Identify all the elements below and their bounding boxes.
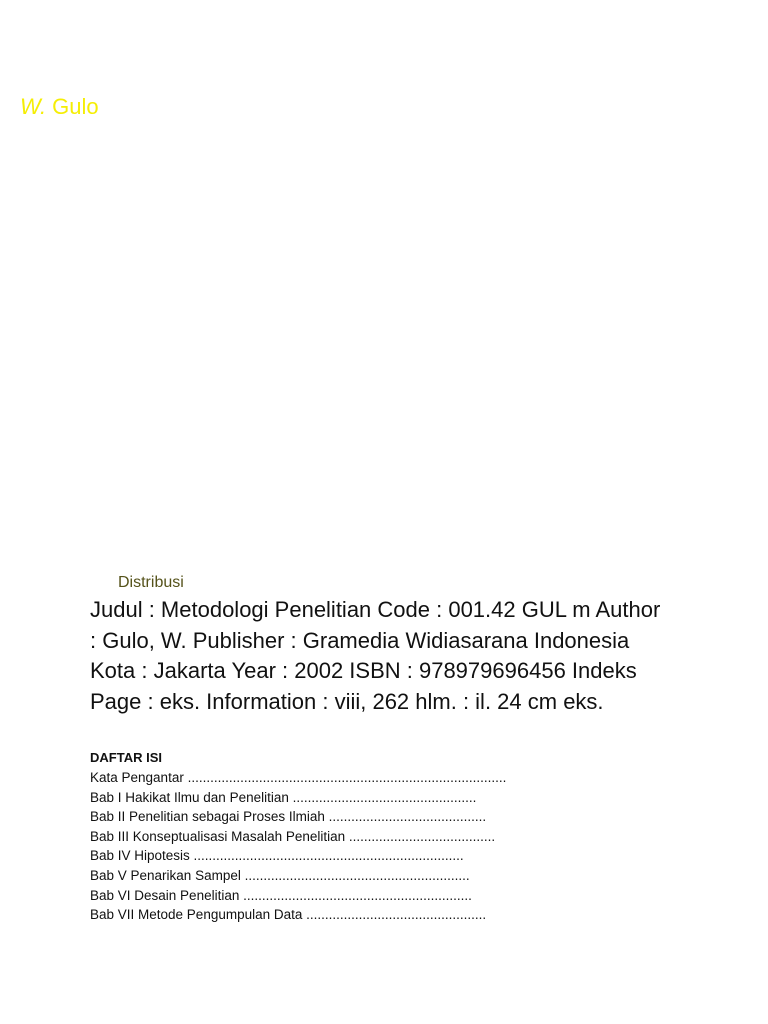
- catalog-record: Judul : Metodologi Penelitian Code : 001.42 GUL m Author : Gulo, W. Publisher : Gramedia Widiasarana Indonesia Kota : Jakarta Year : 2002 ISBN : 978979696456 Indeks Page : eks. Information : viii, 262 hlm. : il. 24 cm eks.: [90, 597, 661, 714]
- toc-item: Bab III Konseptualisasi Masalah Penelitian .......................................: [90, 828, 496, 844]
- table-of-contents: [90, 768, 506, 925]
- toc-item: Kata Pengantar .....................................................................................: [90, 770, 507, 785]
- author-name: Gulo: [46, 94, 99, 119]
- toc-item: Bab IV Hipotesis ........................................................................: [90, 848, 464, 864]
- author-title: [20, 94, 99, 120]
- toc-item: Bab II Penelitian sebagai Proses Ilmiah ..........................................: [90, 809, 487, 825]
- toc-item: Bab VII Metode Pengumpulan Data ................................................: [90, 907, 487, 923]
- toc-item: Bab VI Desain Penelitian .............................................................: [90, 887, 472, 903]
- toc-item: Bab V Penarikan Sampel ............................................................: [90, 867, 470, 883]
- toc-heading: DAFTAR ISI: [90, 750, 162, 765]
- toc-item: Bab I Hakikat Ilmu dan Penelitian .................................................: [90, 789, 477, 805]
- section-label: Distribusi: [118, 574, 184, 591]
- author-initial: W.: [20, 94, 47, 119]
